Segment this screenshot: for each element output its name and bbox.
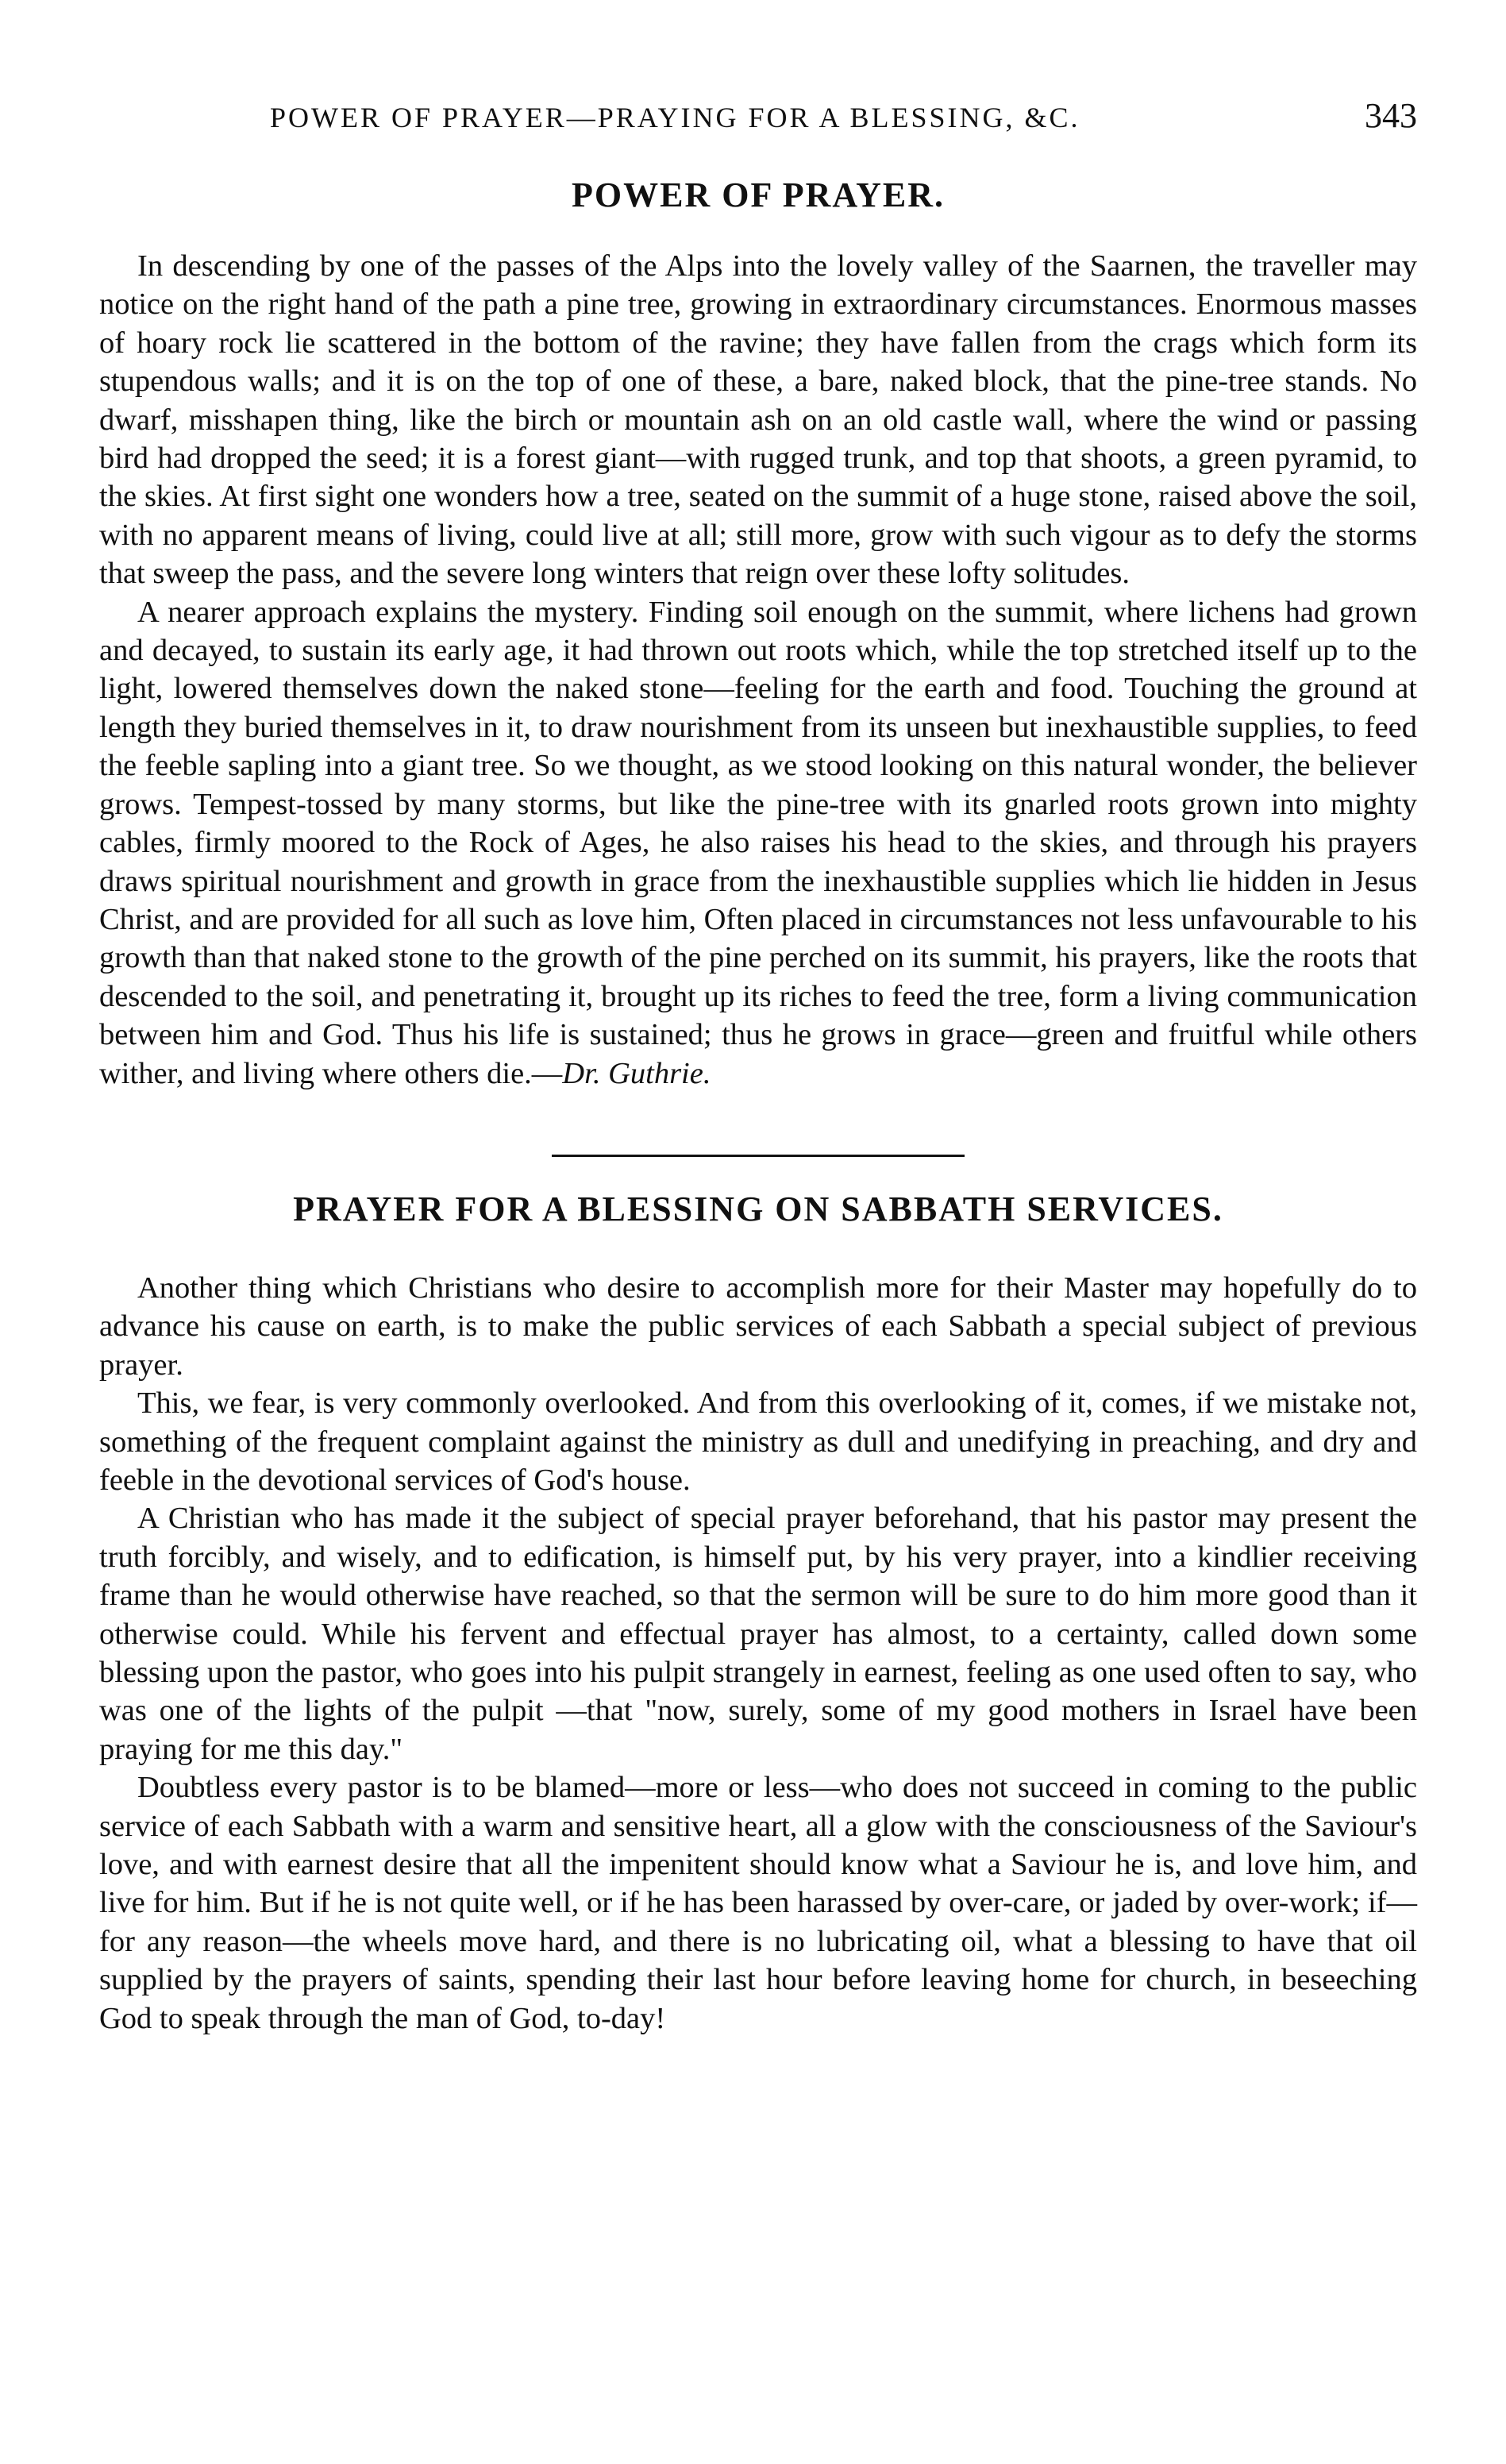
book-page: [99, 95, 1417, 2038]
section-divider: [552, 1155, 965, 1157]
paragraph: In descending by one of the passes of the Alps into the lovely valley of the Saarnen, the traveller may notice on the right hand of the path a pine tree, growing in extraordinary circumstances. Enormous masses of hoary rock lie scattered in the bottom of the ravine; they have fallen from the crags which form its stupendous walls; and it is on the top of one of these, a bare, naked block, that the pine-tree stands. No dwarf, misshapen thing, like the birch or mountain ash on an old castle wall, where the wind or passing bird had dropped the seed; it is a forest giant—with rugged trunk, and top that shoots, a green pyramid, to the skies. At first sight one wonders how a tree, seated on the summit of a huge stone, raised above the soil, with no apparent means of living, could live at all; still more, grow with such vigour as to defy the storms that sweep the pass, and the severe long winters that reign over these lofty solitudes.: [99, 249, 1417, 591]
paragraph: A Christian who has made it the subject of special prayer beforehand, that his pastor may present the truth forcibly, and wisely, and to edification, is himself put, by his very prayer, into a kindlier receiving frame than he would otherwise have reached, so that the sermon will be sure to do him more good than it otherwise could. While his fervent and effectual prayer has almost, to a certainty, called down some blessing upon the pastor, who goes into his pulpit strangely in earnest, feeling as one used often to say, who was one of the lights of the pulpit —that "now, surely, some of my good mothers in Israel have been praying for me this day.": [99, 1502, 1417, 1766]
page-number: 343: [1365, 96, 1417, 135]
paragraph: Doubtless every pastor is to be blamed—more or less—who does not succeed in coming to the public service of each Sabbath with a warm and sensitive heart, all a glow with the consciousness of the Saviour's love, and with earnest desire that all the impenitent should know what a Saviour he is, and love him, and live for him. But if he is not quite well, or if he has been harassed by over-care, or jaded by over-work; if—for any reason—the wheels move hard, and there is no lubricating oil, what a blessing to have that oil supplied by the prayers of saints, spending their last hour before leaving home for church, in beseeching God to speak through the man of God, to-day!: [99, 1771, 1417, 2035]
paragraph-with-signature: [99, 593, 1417, 1093]
author-signature: Dr. Guthrie.: [562, 1056, 711, 1090]
article-title-power-of-prayer: POWER OF PRAYER.: [572, 175, 945, 214]
running-title: POWER OF PRAYER—PRAYING FOR A BLESSING, &C.: [270, 102, 1080, 133]
paragraph-text: A nearer approach explains the mystery. Finding soil enough on the summit, where lichens had grown and decayed, to sustain its early age, it had thrown out roots which, while the top stretched itself up to the light, lowered themselves down the naked stone—feeling for the earth and food. Touching the ground at length they buried themselves in it, to draw nourishment from its unseen but inexhaustible supplies, to feed the feeble sapling into a giant tree. So we thought, as we stood looking on this natural wonder, the believer grows. Tempest-tossed by many storms, but like the pine-tree with its gnarled roots grown into mighty cables, firmly moored to the Rock of Ages, he also raises his head to the skies, and through his prayers draws spiritual nourishment and growth in grace from the inexhaustible supplies which lie hidden in Jesus Christ, and are provided for all such as love him, Often placed in circumstances not less unfavourable to his growth than that naked stone to the growth of the pine perched on its summit, his prayers, like the roots that descended to the soil, and penetrating it, brought up its riches to feed the tree, form a living communication between him and God. Thus his life is sustained; thus he grows in grace—green and fruitful while others wither, and living where others die.—: [99, 595, 1417, 1090]
paragraph: Another thing which Christians who desire to accomplish more for their Master may hopefully do to advance his cause on earth, is to make the public services of each Sabbath a special subject of previous prayer.: [99, 1271, 1417, 1382]
running-head: [99, 95, 1417, 143]
paragraph: This, we fear, is very commonly overlooked. And from this overlooking of it, comes, if we mistake not, something of the frequent complaint against the ministry as dull and unedifying in preaching, and dry and feeble in the devotional services of God's house.: [99, 1386, 1417, 1497]
article-title-prayer-for-blessing: PRAYER FOR A BLESSING ON SABBATH SERVICES.: [293, 1189, 1223, 1228]
